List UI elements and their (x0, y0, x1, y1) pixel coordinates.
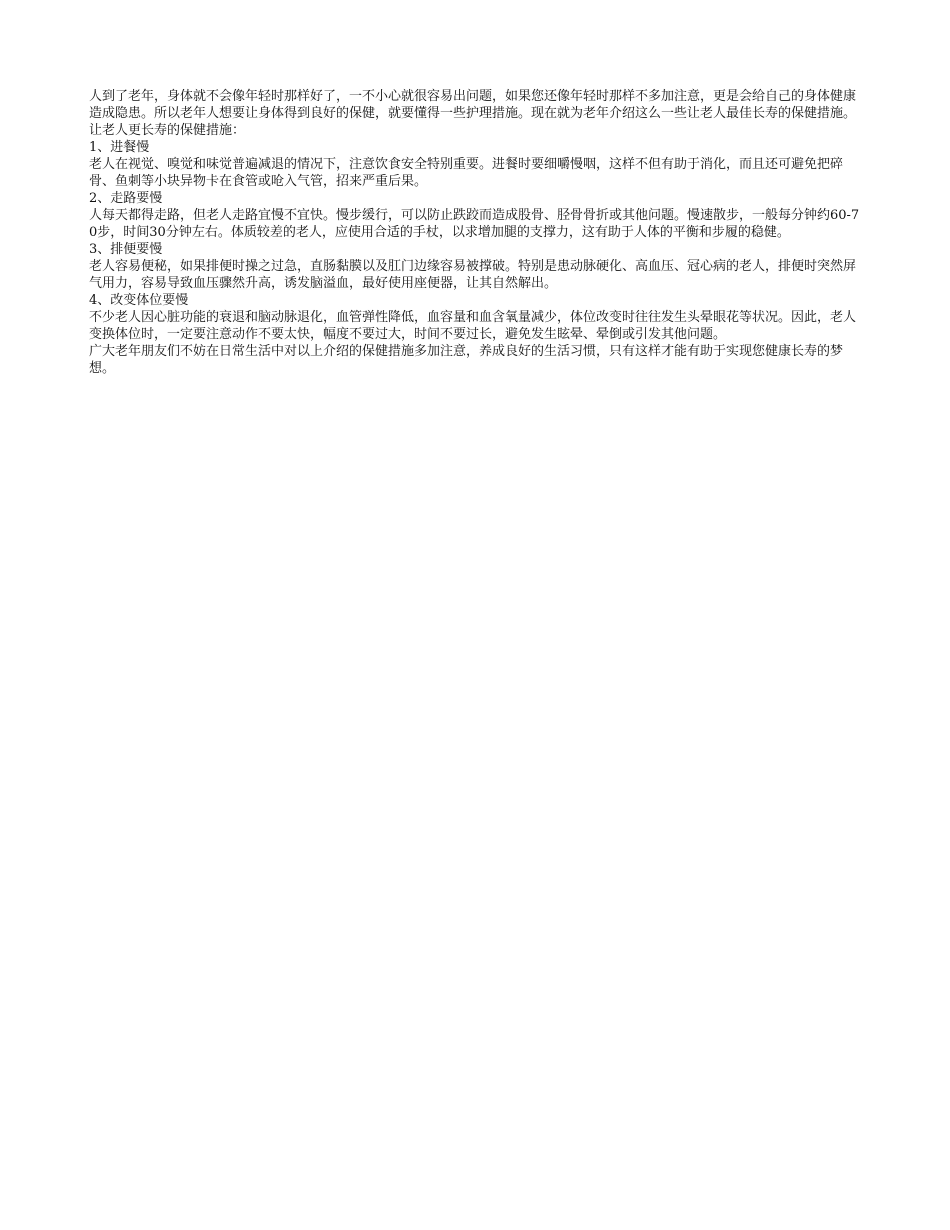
intro-paragraph: 人到了老年，身体就不会像年轻时那样好了，一不小心就很容易出问题，如果您还像年轻时那样不多加注意，更是会给自己的身体健康造成隐患。所以老年人想要让身体得到良好的保健，就要懂得一些护理措施。现在就为老年介绍这么一些让老人最佳长寿的保健措施。 (89, 89, 857, 121)
section-body-1: 老人在视觉、嗅觉和味觉普遍减退的情况下，注意饮食安全特别重要。进餐时要细嚼慢咽，这样不但有助于消化，而且还可避免把碎骨、鱼刺等小块异物卡在食管或呛入气管，招来严重后果。 (89, 157, 844, 189)
article-body (89, 88, 861, 377)
section-body-2: 人每天都得走路，但老人走路宜慢不宜快。慢步缓行，可以防止跌跤而造成股骨、胫骨骨折或其他问题。慢速散步，一般每分钟约60-70步，时间30分钟左右。体质较差的老人，应使用合适的手杖，以求增加腿的支撑力，这有助于人体的平衡和步履的稳健。 (89, 208, 860, 240)
section-heading-1: 1、进餐慢 (89, 140, 150, 155)
lead-line: 让老人更长寿的保健措施： (89, 123, 246, 138)
conclusion-paragraph: 广大老年朋友们不妨在日常生活中对以上介绍的保健措施多加注意，养成良好的生活习惯，只有这样才能有助于实现您健康长寿的梦想。 (89, 344, 844, 376)
section-heading-2: 2、走路要慢 (89, 191, 163, 206)
section-heading-4: 4、改变体位要慢 (89, 293, 189, 308)
section-body-4: 不少老人因心脏功能的衰退和脑动脉退化，血管弹性降低，血容量和血含氧量减少，体位改变时往往发生头晕眼花等状况。因此，老人变换体位时，一定要注意动作不要太快，幅度不要过大，时间不要过长，避免发生眩晕、晕倒或引发其他问题。 (89, 310, 857, 342)
section-heading-3: 3、排便要慢 (89, 242, 163, 257)
section-body-3: 老人容易便秘，如果排便时操之过急，直肠黏膜以及肛门边缘容易被撑破。特别是患动脉硬化、高血压、冠心病的老人，排便时突然屏气用力，容易导致血压骤然升高，诱发脑溢血，最好使用座便器，让其自然解出。 (89, 259, 857, 291)
